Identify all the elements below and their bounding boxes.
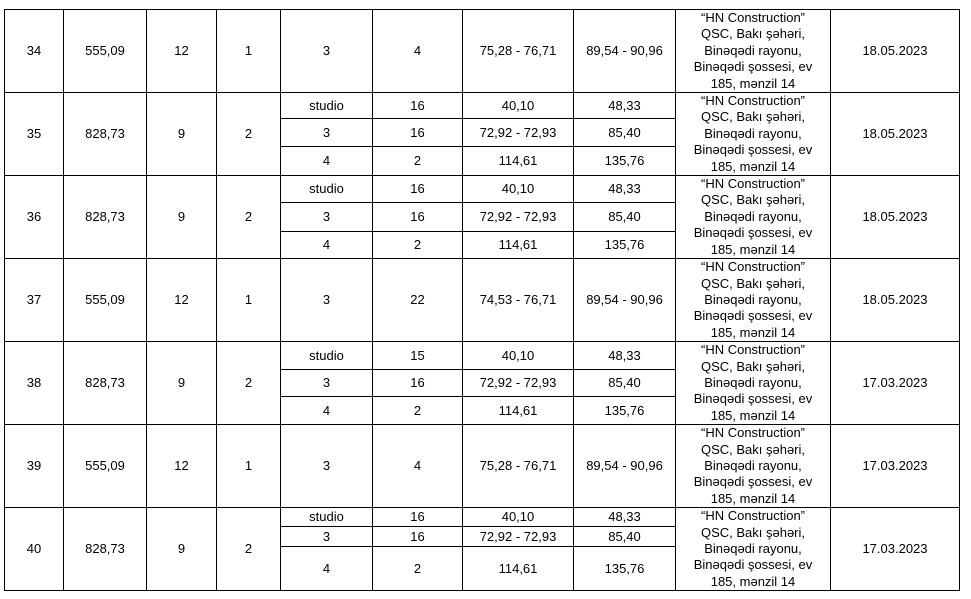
address-line: 185, mənzil 14 xyxy=(710,573,796,589)
block-count: 2 xyxy=(217,342,281,425)
apartment-type: 3 xyxy=(281,425,373,508)
total-area: 48,33 xyxy=(574,93,676,119)
address-line: Binəqədi şossesi, ev xyxy=(693,557,813,573)
total-area: 48,33 xyxy=(574,176,676,203)
land-area: 828,73 xyxy=(64,176,147,259)
land-area: 555,09 xyxy=(64,259,147,342)
living-area: 72,92 - 72,93 xyxy=(463,119,574,147)
total-area: 89,54 - 90,96 xyxy=(574,259,676,342)
address-line: Binəqədi rayonu, xyxy=(704,42,802,58)
address-line: Binəqədi şossesi, ev xyxy=(693,308,813,324)
apartment-type: 3 xyxy=(281,370,373,397)
block-count: 1 xyxy=(217,259,281,342)
living-area: 114,61 xyxy=(463,547,574,591)
address-line: Binəqədi rayonu, xyxy=(704,374,802,390)
floor-count: 12 xyxy=(147,10,217,93)
living-area: 72,92 - 72,93 xyxy=(463,203,574,231)
table-row xyxy=(5,93,960,119)
developer-address xyxy=(676,259,831,342)
living-area: 75,28 - 76,71 xyxy=(463,425,574,508)
apartment-count: 4 xyxy=(373,425,463,508)
address-line: QSC, Bakı şəhəri, xyxy=(700,358,806,374)
address-line: Binəqədi rayonu, xyxy=(704,541,802,556)
block-count: 2 xyxy=(217,93,281,176)
apartment-type: studio xyxy=(281,176,373,203)
floor-count: 9 xyxy=(147,93,217,176)
table-row xyxy=(5,259,960,342)
total-area: 135,76 xyxy=(574,397,676,425)
apartment-count: 22 xyxy=(373,259,463,342)
table-row xyxy=(5,508,960,527)
address-line: “HN Construction” xyxy=(700,259,806,275)
address-line: QSC, Bakı şəhəri, xyxy=(700,275,806,291)
address-line: 185, mənzil 14 xyxy=(710,407,796,423)
apartment-count: 16 xyxy=(373,508,463,527)
floor-count: 9 xyxy=(147,508,217,591)
developer-address xyxy=(676,508,831,591)
floor-count: 9 xyxy=(147,342,217,425)
living-area: 114,61 xyxy=(463,147,574,176)
living-area: 74,53 - 76,71 xyxy=(463,259,574,342)
address-line: “HN Construction” xyxy=(700,93,806,109)
land-area: 555,09 xyxy=(64,10,147,93)
permit-date: 18.05.2023 xyxy=(831,10,960,93)
apartment-count: 2 xyxy=(373,547,463,591)
total-area: 89,54 - 90,96 xyxy=(574,425,676,508)
apartment-count: 2 xyxy=(373,231,463,258)
address-line: Binəqədi rayonu, xyxy=(704,125,802,141)
table-row xyxy=(5,342,960,370)
address-line: Binəqədi şossesi, ev xyxy=(693,225,813,241)
apartment-type: 4 xyxy=(281,231,373,258)
total-area: 89,54 - 90,96 xyxy=(574,10,676,93)
total-area: 85,40 xyxy=(574,203,676,231)
developer-address xyxy=(676,342,831,425)
address-line: 185, mənzil 14 xyxy=(710,241,796,257)
total-area: 48,33 xyxy=(574,508,676,527)
apartment-count: 16 xyxy=(373,119,463,147)
floor-count: 12 xyxy=(147,425,217,508)
apartment-type: studio xyxy=(281,508,373,527)
developer-address xyxy=(676,176,831,259)
permit-date: 18.05.2023 xyxy=(831,93,960,176)
apartment-type: 3 xyxy=(281,259,373,342)
address-line: “HN Construction” xyxy=(700,508,806,524)
address-line: 185, mənzil 14 xyxy=(710,490,796,506)
address-line: “HN Construction” xyxy=(700,176,806,192)
address-line: “HN Construction” xyxy=(700,342,806,358)
address-line: Binəqədi şossesi, ev xyxy=(693,142,813,158)
total-area: 135,76 xyxy=(574,231,676,258)
address-line: “HN Construction” xyxy=(700,425,806,441)
permit-date: 18.05.2023 xyxy=(831,176,960,259)
land-area: 555,09 xyxy=(64,425,147,508)
block-count: 1 xyxy=(217,10,281,93)
address-line: QSC, Bakı şəhəri, xyxy=(700,441,806,457)
address-line: QSC, Bakı şəhəri, xyxy=(700,192,806,208)
living-area: 72,92 - 72,93 xyxy=(463,370,574,397)
developer-address xyxy=(676,425,831,508)
apartment-count: 2 xyxy=(373,147,463,176)
address-line: 185, mənzil 14 xyxy=(710,75,796,91)
apartment-type: 3 xyxy=(281,203,373,231)
floor-count: 12 xyxy=(147,259,217,342)
address-line: Binəqədi şossesi, ev xyxy=(693,391,813,407)
apartment-type: 3 xyxy=(281,119,373,147)
apartment-type: 4 xyxy=(281,547,373,591)
apartment-count: 16 xyxy=(373,527,463,547)
apartment-count: 16 xyxy=(373,203,463,231)
apartment-count: 4 xyxy=(373,10,463,93)
apartment-count: 16 xyxy=(373,93,463,119)
apartment-count: 2 xyxy=(373,397,463,425)
block-count: 1 xyxy=(217,425,281,508)
permit-date: 17.03.2023 xyxy=(831,508,960,591)
developer-address xyxy=(676,93,831,176)
row-number: 38 xyxy=(5,342,64,425)
apartment-count: 16 xyxy=(373,176,463,203)
address-line: QSC, Bakı şəhəri, xyxy=(700,109,806,125)
address-line: Binəqədi şossesi, ev xyxy=(693,59,813,75)
table-row xyxy=(5,425,960,508)
address-line: QSC, Bakı şəhəri, xyxy=(700,26,806,42)
address-line: “HN Construction” xyxy=(700,10,806,25)
land-area: 828,73 xyxy=(64,93,147,176)
apartment-type: studio xyxy=(281,342,373,370)
address-line: Binəqədi rayonu, xyxy=(704,291,802,307)
block-count: 2 xyxy=(217,176,281,259)
apartment-type: 4 xyxy=(281,147,373,176)
row-number: 40 xyxy=(5,508,64,591)
living-area: 75,28 - 76,71 xyxy=(463,10,574,93)
living-area: 40,10 xyxy=(463,176,574,203)
living-area: 114,61 xyxy=(463,397,574,425)
total-area: 85,40 xyxy=(574,119,676,147)
living-area: 114,61 xyxy=(463,231,574,258)
permit-date: 18.05.2023 xyxy=(831,259,960,342)
total-area: 85,40 xyxy=(574,527,676,547)
apartment-count: 16 xyxy=(373,370,463,397)
permit-date: 17.03.2023 xyxy=(831,342,960,425)
address-line: QSC, Bakı şəhəri, xyxy=(700,524,806,540)
table-row xyxy=(5,176,960,203)
row-number: 37 xyxy=(5,259,64,342)
block-count: 2 xyxy=(217,508,281,591)
row-number: 36 xyxy=(5,176,64,259)
table-row xyxy=(5,10,960,93)
floor-count: 9 xyxy=(147,176,217,259)
developer-address xyxy=(676,10,831,93)
row-number: 35 xyxy=(5,93,64,176)
living-area: 40,10 xyxy=(463,93,574,119)
apartment-type: 3 xyxy=(281,10,373,93)
address-line: Binəqədi şossesi, ev xyxy=(693,474,813,490)
address-line: Binəqədi rayonu, xyxy=(704,457,802,473)
land-area: 828,73 xyxy=(64,508,147,591)
living-area: 72,92 - 72,93 xyxy=(463,527,574,547)
total-area: 85,40 xyxy=(574,370,676,397)
apartment-type: 3 xyxy=(281,527,373,547)
land-area: 828,73 xyxy=(64,342,147,425)
row-number: 34 xyxy=(5,10,64,93)
permit-date: 17.03.2023 xyxy=(831,425,960,508)
apartment-type: 4 xyxy=(281,397,373,425)
living-area: 40,10 xyxy=(463,508,574,527)
address-line: Binəqədi rayonu, xyxy=(704,208,802,224)
address-line: 185, mənzil 14 xyxy=(710,158,796,174)
living-area: 40,10 xyxy=(463,342,574,370)
total-area: 135,76 xyxy=(574,547,676,591)
total-area: 48,33 xyxy=(574,342,676,370)
apartment-table xyxy=(4,9,960,591)
row-number: 39 xyxy=(5,425,64,508)
apartment-type: studio xyxy=(281,93,373,119)
total-area: 135,76 xyxy=(574,147,676,176)
address-line: 185, mənzil 14 xyxy=(710,324,796,340)
apartment-count: 15 xyxy=(373,342,463,370)
table-body xyxy=(5,10,960,591)
